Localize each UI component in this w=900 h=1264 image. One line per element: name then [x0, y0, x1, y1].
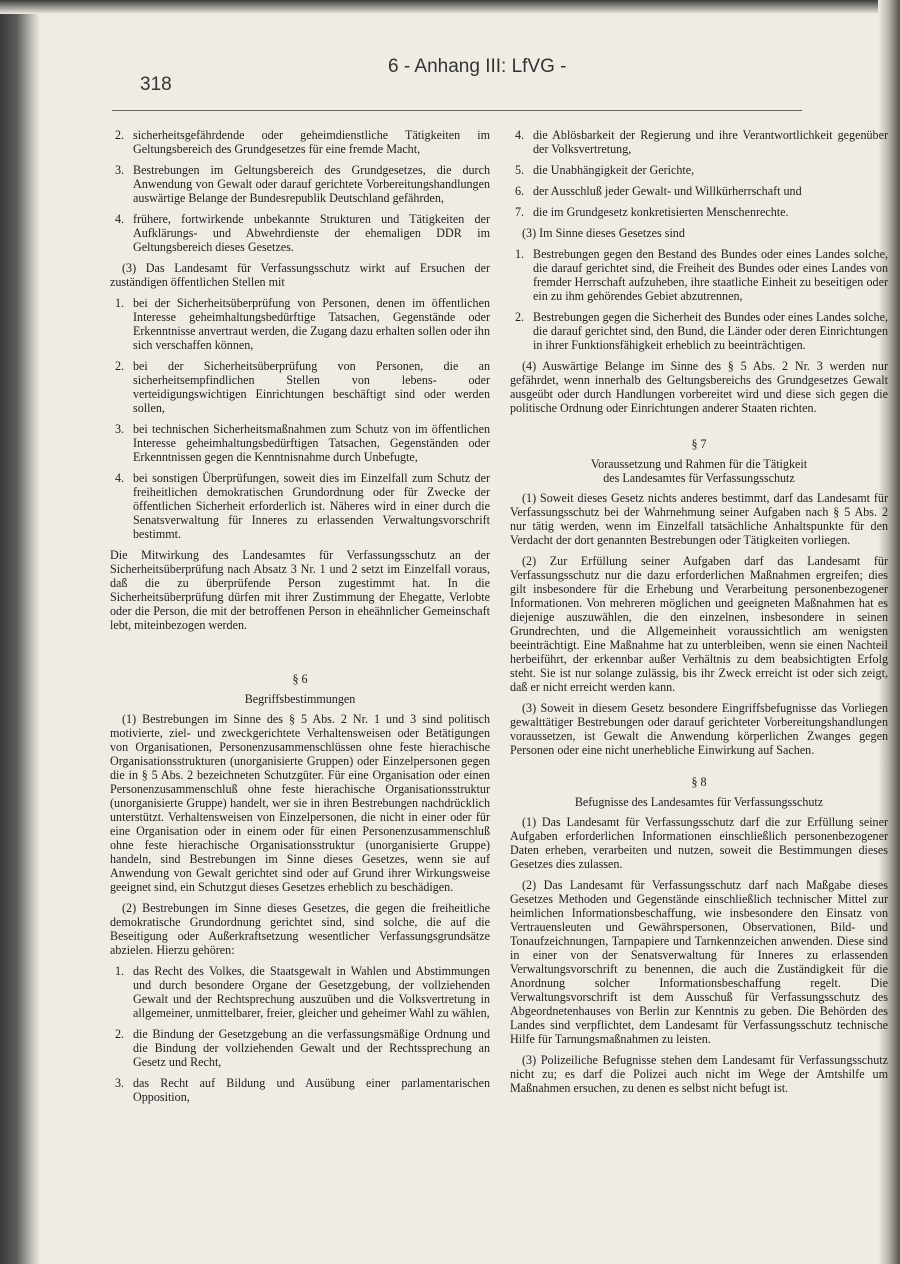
- paragraph: (1) Bestrebungen im Sinne des § 5 Abs. 2 Nr. 1 und 3 sind politisch motivierte, ziel- und zweckgerichtete Verhaltensweisen oder Betätigungen von Organisationen, Personenzusammenschlüssen ohne feste hierachische Organisationsstrukturen (unorganisierte Gruppen) oder Einzelpersonen gegen die in § 5 Abs. 2 bezeichneten Schutzgüter. Für eine Organisation oder einen Personenzusammenschluß ohne feste hierachische Organisationsstruktur (unorganisierte Gruppe) handelt, wer sie in ihren Bestrebungen nachdrücklich unterstützt. Verhaltensweisen von Einzelpersonen, die nicht in einer oder für eine Organisation oder in einem oder für einen Personenzusammenschluß ohne feste hierachische Organisationsstruktur (unorganisierte Gruppe) handeln, sind Bestrebungen im Sinne dieses Gesetzes, wenn sie auf Anwendung von Gewalt gerichtet sind oder auf Grund ihrer Wirkungsweise geeignet sind, ein Schutzgut dieses Gesetzes erheblich zu beschädigen.: [110, 712, 490, 894]
- right-column: [510, 128, 888, 1102]
- book-binding-shadow: [0, 0, 40, 1264]
- section-number: § 8: [691, 775, 707, 789]
- list-item: 1. Bestrebungen gegen den Bestand des Bundes oder eines Landes solche, die darauf gerichtet sind, die Freiheit des Bundes oder eines Landes von fremder Herrschaft aufzuheben, ihre staatliche Einheit zu beseitigen oder ein zu ihm gehörendes Gebiet abzutrennen,: [515, 247, 888, 303]
- paragraph: (3) Polizeiliche Befugnisse stehen dem Landesamt für Verfassungsschutz nicht zu; es darf die Polizei auch nicht im Wege der Amtshilfe um Maßnahmen ersuchen, zu denen es selbst nicht befugt ist.: [510, 1053, 888, 1095]
- list-item: 7. die im Grundgesetz konkretisierten Menschenrechte.: [515, 205, 789, 219]
- paragraph: (2) Bestrebungen im Sinne dieses Gesetzes, die gegen die freiheitliche demokratische Grundordnung gerichtet sind, sind solche, die auf die Beseitigung oder Außerkraftsetzung wesentlicher Verfassungsgrundsätze abzielen. Hierzu gehören:: [110, 901, 490, 957]
- section-number: § 6: [292, 672, 308, 686]
- paragraph: (2) Zur Erfüllung seiner Aufgaben darf das Landesamt für Verfassungsschutz nur die dazu erforderlichen Maßnahmen ergreifen; dies gilt insbesondere für die Erhebung und Verarbeitung personenbezogener Informationen. Von mehreren möglichen und geeigneten Maßnahmen hat es diejenige auszuwählen, die den einzelnen, insbesondere in seinen Grundrechten, und die Allgemeinheit voraussichtlich am wenigsten beeinträchtigt. Eine Maßnahme hat zu unterbleiben, wenn sie einen Nachteil herbeiführt, der erkennbar außer Verhältnis zu dem beabsichtigten Erfolg steht. Sie ist nur solange zulässig, bis ihr Zweck erreicht ist oder sich zeigt, daß er nicht erreicht werden kann.: [510, 554, 888, 694]
- paragraph: Die Mitwirkung des Landesamtes für Verfassungsschutz an der Sicherheitsüberprüfung nach Absatz 3 Nr. 1 und 2 setzt im Einzelfall voraus, daß die zu überprüfende Person zugestimmt hat. In die Sicherheitsüberprüfung dürfen mit ihrer Zustimmung der Ehegatte, Verlobte oder die Person, die mit der betroffenen Person in eheähnlicher Gemeinschaft lebt, miteinbezogen werden.: [110, 548, 490, 632]
- paragraph: (3) Soweit in diesem Gesetz besondere Eingriffsbefugnisse das Vorliegen gewalttätiger Bestrebungen oder darauf gerichteter Vorbereitungshandlungen voraussetzen, ist Gewalt die Anwendung körperlichen Zwanges gegen Personen oder eine nicht unerhebliche Einwirkung auf Sachen.: [510, 701, 888, 757]
- header-rule: [112, 110, 802, 111]
- list-item: 3. Bestrebungen im Geltungsbereich des Grundgesetzes, die durch Anwendung von Gewalt oder darauf gerichtete Vorbereitungshandlungen auswärtige Belange der Bundesrepublik Deutschland gefährden,: [115, 163, 490, 205]
- section-title: Befugnisse des Landesamtes für Verfassungsschutz: [574, 795, 824, 809]
- list-item: 1. bei der Sicherheitsüberprüfung von Personen, denen im öffentlichen Interesse geheimhaltungsbedürftige Tatsachen, Gegenstände oder Erkenntnisse anvertraut werden, die Zugang dazu erhalten sollen oder ihn sich verschaffen können,: [115, 296, 490, 352]
- paragraph: (1) Soweit dieses Gesetz nichts anderes bestimmt, darf das Landesamt für Verfassungsschutz bei der Wahrnehmung seiner Aufgaben nach § 5 Abs. 2 nur tätig werden, wenn im Einzelfall tatsächliche Anhaltspunkte für den Verdacht der dort genannten Bestrebungen oder Tätigkeiten vorliegen.: [510, 491, 888, 547]
- paragraph: (3) Im Sinne dieses Gesetzes sind: [522, 226, 685, 240]
- section-title: Voraussetzung und Rahmen für die Tätigkeit: [590, 457, 808, 471]
- list-item: 2. die Bindung der Gesetzgebung an die verfassungsmäßige Ordnung und die Bindung der vollziehenden Gewalt und der Rechtssprechung an Gesetz und Recht,: [115, 1027, 490, 1069]
- paragraph: (3) Das Landesamt für Verfassungsschutz wirkt auf Ersuchen der zuständigen öffentlichen Stellen mit: [110, 261, 490, 289]
- list-item: 5. die Unabhängigkeit der Gerichte,: [515, 163, 695, 177]
- list-item: 3. bei technischen Sicherheitsmaßnahmen zum Schutz von im öffentlichen Interesse geheimhaltungsbedürftigen Tatsachen, Gegenständen oder Erkenntnissen gegen die Kenntnisnahme durch Unbefugte,: [115, 422, 490, 464]
- left-column: [110, 128, 490, 1111]
- list-item: 2. bei der Sicherheitsüberprüfung von Personen, die an sicherheitsempfindlichen Stellen von lebens- oder verteidigungswichtigen Einrichtungen beschäftigt sind oder werden sollen,: [115, 359, 490, 415]
- section-title-line-2: des Landesamtes für Verfassungsschutz: [603, 471, 795, 485]
- list-item: 1. das Recht des Volkes, die Staatsgewalt in Wahlen und Abstimmungen und durch besondere Organe der Gesetzgebung, der vollziehenden Gewalt und der Rechtsprechung auszuüben und die Volksvertretung in allgemeiner, unmittelbarer, freier, gleicher und geheimer Wahl zu wählen,: [115, 964, 490, 1020]
- list-item: 4. bei sonstigen Überprüfungen, soweit dies im Einzelfall zum Schutz der freiheitlichen demokratischen Grundordnung oder für Zwecke der öffentlichen Sicherheit erforderlich ist. Näheres wird in einer durch die Senatsverwaltung für Inneres zu erlassenden Verwaltungsvorschrift bestimmt.: [115, 471, 490, 541]
- list-item: 2. Bestrebungen gegen die Sicherheit des Bundes oder eines Landes solche, die darauf gerichtet sind, den Bund, die Länder oder deren Einrichtungen in ihrer Funktionsfähigkeit erheblich zu beeinträchtigen.: [515, 310, 888, 352]
- list-item: 4. frühere, fortwirkende unbekannte Strukturen und Tätigkeiten der Aufklärungs- und Abwehrdienste der ehemaligen DDR im Geltungsbereich dieses Gesetzes.: [115, 212, 490, 254]
- running-header: 6 - Anhang III: LfVG -: [388, 56, 567, 77]
- section-number: § 7: [691, 437, 707, 451]
- list-item: 4. die Ablösbarkeit der Regierung und ihre Verantwortlichkeit gegenüber der Volksvertretung,: [515, 128, 888, 156]
- paragraph: (2) Das Landesamt für Verfassungsschutz darf nach Maßgabe dieses Gesetzes Methoden und Gegenstände einschließlich technischer Mittel zur heimlichen Informationsbeschaffung, wie insbesondere den Einsatz von Vertrauensleuten und Gewährspersonen, Observationen, Bild- und Tonaufzeichnungen, Tarnpapiere und Tarnkennzeichen anwenden. Diese sind in einer von der Senatsverwaltung für Inneres zu erlassenden Verwaltungsvorschrift zu benennen, die auch die Zuständigkeit für die Anordnung solcher Informationsbeschaffung regelt. Die Verwaltungsvorschrift ist dem Ausschuß für Verfassungsschutz des Abgeordnetenhauses von Berlin zur Kenntnis zu geben. Die Behörden des Landes sind verpflichtet, dem Landesamt für Verfassungsschutz technische Hilfe für Tarnungsmaßnahmen zu leisten.: [510, 878, 888, 1046]
- list-item: 3. das Recht auf Bildung und Ausübung einer parlamentarischen Opposition,: [115, 1076, 490, 1104]
- paragraph: (4) Auswärtige Belange im Sinne des § 5 Abs. 2 Nr. 3 werden nur gefährdet, wenn innerhalb des Geltungsbereichs des Grundgesetzes Gewalt ausgeübt oder durch Handlungen vorbereitet wird und diese sich gegen die politische Ordnung oder Einrichtungen anderer Staaten richten.: [510, 359, 888, 415]
- top-edge-shadow: [0, 0, 900, 14]
- page-number: 318: [140, 74, 172, 95]
- section-title: Begriffsbestimmungen: [244, 692, 356, 706]
- list-item: 6. der Ausschluß jeder Gewalt- und Willkürherrschaft und: [515, 184, 802, 198]
- list-item: 2. sicherheitsgefährdende oder geheimdienstliche Tätigkeiten im Geltungsbereich des Grundgesetzes für eine fremde Macht,: [115, 128, 490, 156]
- paragraph: (1) Das Landesamt für Verfassungsschutz darf die zur Erfüllung seiner Aufgaben erforderlichen Informationen einschließlich personenbezogener Daten erheben, verarbeiten und nutzen, soweit die Bestimmungen dieses Gesetzes dies zulassen.: [510, 815, 888, 871]
